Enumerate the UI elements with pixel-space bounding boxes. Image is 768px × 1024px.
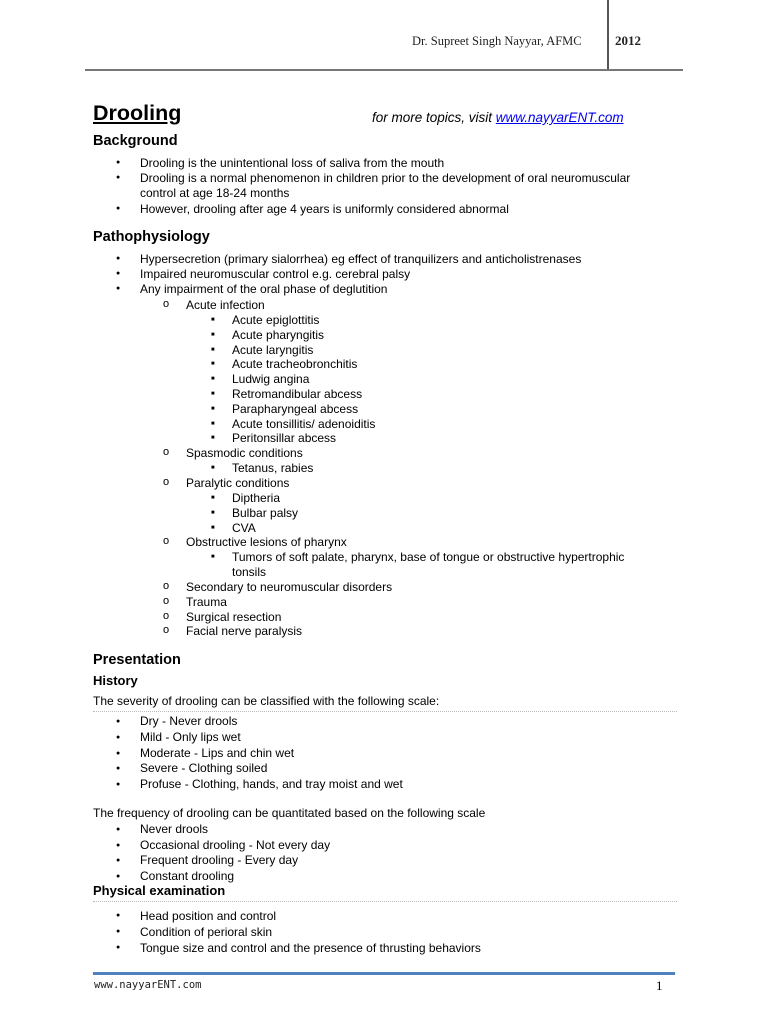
footer-rule [93, 972, 675, 975]
list-item: ■ Acute epiglottitis [232, 313, 375, 328]
list-item: ● Drooling is the unintentional loss of saliva from the mouth [140, 156, 630, 171]
list-item: ■ Parapharyngeal abcess [232, 402, 375, 417]
list-item: ■ Tetanus, rabies [232, 461, 313, 476]
severity-list [140, 714, 403, 793]
presentation-heading: Presentation [93, 652, 181, 668]
page-number: 1 [656, 978, 663, 993]
list-item: ■ Tumors of soft palate, pharynx, base of tongue or obstructive hypertrophic [232, 550, 624, 565]
list-item: ● Moderate - Lips and chin wet [140, 746, 403, 762]
list-item: ■ Ludwig angina [232, 372, 375, 387]
spasmodic-sublist [186, 446, 303, 461]
site-link[interactable]: www.nayyarENT.com [495, 110, 624, 125]
list-item: ● Condition of perioral skin [140, 924, 481, 940]
list-item: ● Frequent drooling - Every day [140, 853, 330, 869]
list-item: ■ Peritonsillar abcess [232, 431, 375, 446]
list-item: ● Drooling is a normal phenomenon in children prior to the development of oral neuromuscular [140, 171, 630, 186]
dotted-divider [93, 711, 677, 712]
list-item: ● Mild - Only lips wet [140, 730, 403, 746]
background-heading: Background [93, 133, 178, 149]
spasmodic-list [232, 461, 313, 476]
severity-intro: The severity of drooling can be classified with the following scale: [93, 694, 440, 708]
other-causes-list [186, 580, 392, 639]
pathophysiology-heading: Pathophysiology [93, 229, 210, 245]
obstructive-list [232, 550, 624, 565]
list-item: o Acute infection [186, 298, 265, 313]
obstructive-sublist [186, 535, 347, 550]
list-item-continuation: control at age 18-24 months [140, 185, 290, 200]
frequency-list [140, 822, 330, 885]
visit-prefix: for more topics, visit [372, 110, 496, 125]
list-item: ■ Diptheria [232, 491, 298, 506]
list-item: ● Dry - Never drools [140, 714, 403, 730]
header-rule [85, 69, 683, 71]
list-item: ● Profuse - Clothing, hands, and tray moist and wet [140, 777, 403, 793]
list-item: o Facial nerve paralysis [186, 624, 392, 639]
list-item: ● However, drooling after age 4 years is uniformly considered abnormal [140, 202, 630, 217]
header-divider [607, 0, 609, 70]
list-item: ● Tongue size and control and the presence of thrusting behaviors [140, 940, 481, 956]
obstructive-list-continuation: tonsils [232, 565, 267, 579]
list-item: ● Constant drooling [140, 869, 330, 885]
list-item: o Spasmodic conditions [186, 446, 303, 461]
list-item: ■ CVA [232, 521, 298, 536]
header-year: 2012 [615, 33, 641, 48]
frequency-intro: The frequency of drooling can be quantitated based on the following scale [93, 806, 486, 820]
header-author: Dr. Supreet Singh Nayyar, AFMC [412, 34, 582, 48]
pathophysiology-list [140, 252, 581, 296]
list-item: o Trauma [186, 595, 392, 610]
list-item: ■ Acute tonsillitis/ adenoiditis [232, 417, 375, 432]
list-item: ● Severe - Clothing soiled [140, 761, 403, 777]
physical-exam-list [140, 908, 481, 956]
deglutition-sublist [186, 298, 265, 313]
paralytic-list [232, 491, 298, 535]
list-item: ■ Retromandibular abcess [232, 387, 375, 402]
list-item: ■ Bulbar palsy [232, 506, 298, 521]
list-item: o Secondary to neuromuscular disorders [186, 580, 392, 595]
footer-site: www.nayyarENT.com [94, 979, 202, 991]
acute-infection-list [232, 313, 375, 446]
list-item: o Paralytic conditions [186, 476, 289, 491]
list-item: ● Head position and control [140, 908, 481, 924]
dotted-divider [93, 901, 677, 902]
page-title: Drooling [93, 101, 182, 125]
list-item: ● Never drools [140, 822, 330, 838]
list-item: o Obstructive lesions of pharynx [186, 535, 347, 550]
list-item: ● Any impairment of the oral phase of deglutition [140, 282, 581, 297]
list-item: ● Hypersecretion (primary sialorrhea) eg effect of tranquilizers and anticholistrenases [140, 252, 581, 267]
list-item: o Surgical resection [186, 610, 392, 625]
list-item: ● Occasional drooling - Not every day [140, 838, 330, 854]
list-item: ■ Acute tracheobronchitis [232, 357, 375, 372]
list-item: ■ Acute laryngitis [232, 343, 375, 358]
list-item: ■ Acute pharyngitis [232, 328, 375, 343]
background-list [140, 156, 630, 217]
physical-exam-heading: Physical examination [93, 883, 226, 898]
visit-note [372, 110, 624, 125]
list-item: ● Impaired neuromuscular control e.g. cerebral palsy [140, 267, 581, 282]
history-heading: History [93, 673, 138, 688]
paralytic-sublist [186, 476, 289, 491]
